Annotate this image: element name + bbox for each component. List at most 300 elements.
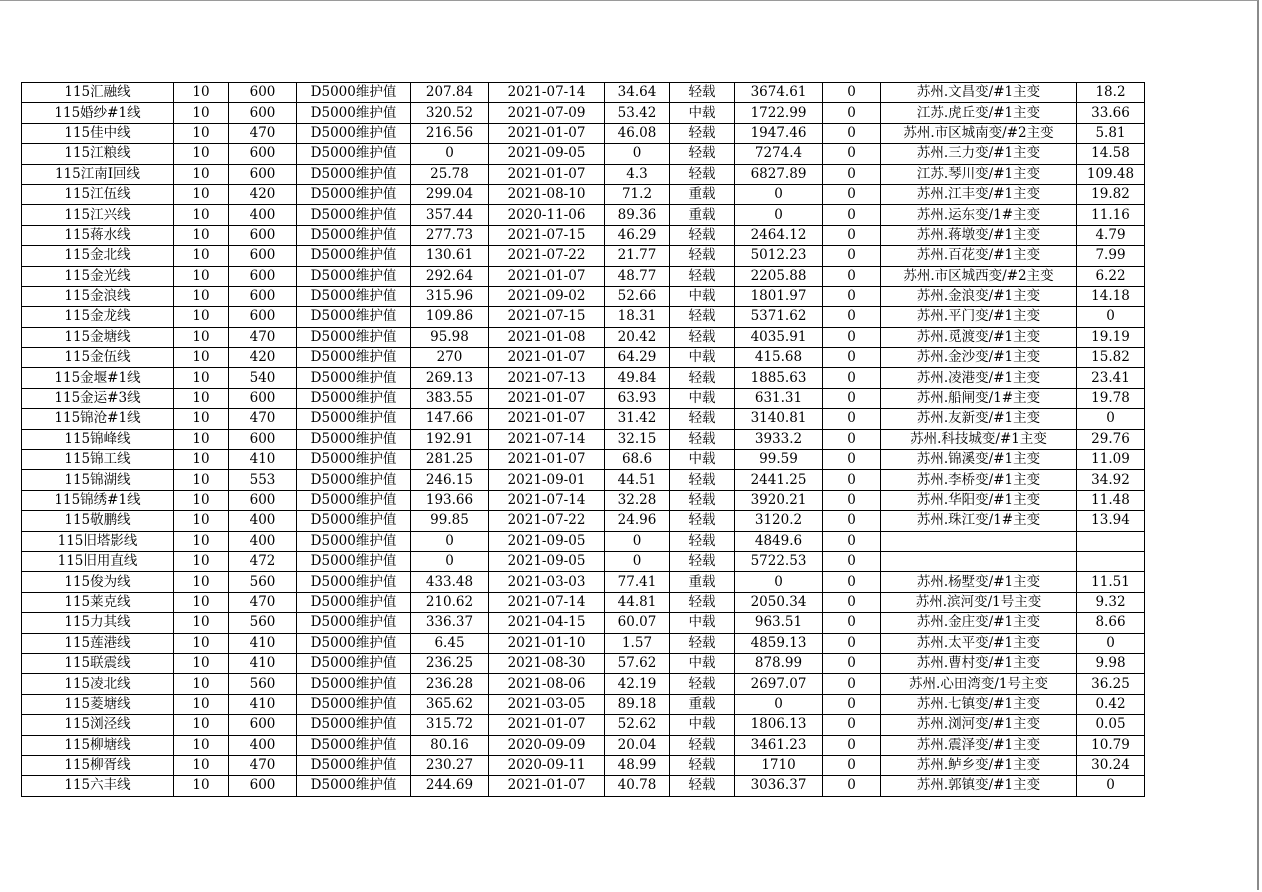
zero-cell: 0	[823, 653, 881, 673]
source-cell: D5000维护值	[297, 776, 411, 796]
capacity-cell: 472	[229, 551, 297, 571]
load-status-cell: 中载	[670, 653, 735, 673]
table-row	[22, 123, 1145, 143]
table-row	[22, 286, 1145, 306]
load-status-cell: 重载	[670, 694, 735, 714]
line-name-cell: 115江南Ⅰ回线	[22, 164, 174, 184]
line-name-cell: 115锦湖线	[22, 470, 174, 490]
capacity-cell: 600	[229, 776, 297, 796]
line-name-cell: 115锦沧#1线	[22, 409, 174, 429]
margin-cell: 5722.53	[735, 551, 823, 571]
voltage-cell: 10	[174, 572, 229, 592]
load-rate-cell: 40.78	[605, 776, 670, 796]
margin-cell: 5371.62	[735, 307, 823, 327]
load-cell: 299.04	[411, 184, 489, 204]
capacity-cell: 400	[229, 205, 297, 225]
line-name-cell: 115旧用直线	[22, 551, 174, 571]
load-status-cell: 轻载	[670, 409, 735, 429]
substation-cell: 苏州.运东变/1#主变	[881, 205, 1077, 225]
voltage-cell: 10	[174, 144, 229, 164]
margin-cell: 4859.13	[735, 633, 823, 653]
load-cell: 0	[411, 531, 489, 551]
load-status-cell: 轻载	[670, 531, 735, 551]
load-cell: 236.28	[411, 674, 489, 694]
source-cell: D5000维护值	[297, 368, 411, 388]
load-cell: 0	[411, 551, 489, 571]
line-name-cell: 115联震线	[22, 653, 174, 673]
zero-cell: 0	[823, 83, 881, 103]
margin-cell: 99.59	[735, 450, 823, 470]
load-rate-cell: 63.93	[605, 388, 670, 408]
line-name-cell: 115蒋水线	[22, 225, 174, 245]
load-rate-cell: 1.57	[605, 633, 670, 653]
load-status-cell: 中载	[670, 450, 735, 470]
load-cell: 433.48	[411, 572, 489, 592]
date-cell: 2021-08-10	[489, 184, 605, 204]
substation-cell: 苏州.蒋墩变/#1主变	[881, 225, 1077, 245]
load-cell: 357.44	[411, 205, 489, 225]
date-cell: 2020-09-09	[489, 735, 605, 755]
load-status-cell: 轻载	[670, 429, 735, 449]
source-cell: D5000维护值	[297, 144, 411, 164]
load-status-cell: 轻载	[670, 123, 735, 143]
margin-cell: 1806.13	[735, 715, 823, 735]
capacity-cell: 600	[229, 429, 297, 449]
load-cell: 320.52	[411, 103, 489, 123]
value-cell: 11.48	[1077, 490, 1145, 510]
capacity-cell: 470	[229, 755, 297, 775]
load-rate-cell: 89.18	[605, 694, 670, 714]
load-rate-cell: 57.62	[605, 653, 670, 673]
substation-cell: 江苏.琴川变/#1主变	[881, 164, 1077, 184]
date-cell: 2021-01-07	[489, 776, 605, 796]
line-name-cell: 115锦工线	[22, 450, 174, 470]
capacity-cell: 420	[229, 184, 297, 204]
substation-cell: 苏州.船闸变/1#主变	[881, 388, 1077, 408]
source-cell: D5000维护值	[297, 694, 411, 714]
source-cell: D5000维护值	[297, 633, 411, 653]
value-cell: 19.19	[1077, 327, 1145, 347]
voltage-cell: 10	[174, 327, 229, 347]
load-status-cell: 轻载	[670, 164, 735, 184]
date-cell: 2021-07-22	[489, 246, 605, 266]
date-cell: 2021-08-30	[489, 653, 605, 673]
zero-cell: 0	[823, 470, 881, 490]
source-cell: D5000维护值	[297, 674, 411, 694]
table-row	[22, 144, 1145, 164]
load-rate-cell: 4.3	[605, 164, 670, 184]
source-cell: D5000维护值	[297, 613, 411, 633]
load-status-cell: 中载	[670, 715, 735, 735]
line-name-cell: 115金浪线	[22, 286, 174, 306]
margin-cell: 0	[735, 694, 823, 714]
value-cell: 109.48	[1077, 164, 1145, 184]
table-row	[22, 409, 1145, 429]
line-name-cell: 115金堰#1线	[22, 368, 174, 388]
load-rate-cell: 71.2	[605, 184, 670, 204]
date-cell: 2020-11-06	[489, 205, 605, 225]
load-rate-cell: 34.64	[605, 83, 670, 103]
value-cell: 0	[1077, 409, 1145, 429]
margin-cell: 3674.61	[735, 83, 823, 103]
voltage-cell: 10	[174, 551, 229, 571]
table-row	[22, 266, 1145, 286]
load-status-cell: 轻载	[670, 225, 735, 245]
line-name-cell: 115金运#3线	[22, 388, 174, 408]
load-cell: 216.56	[411, 123, 489, 143]
line-name-cell: 115柳塘线	[22, 735, 174, 755]
load-rate-cell: 42.19	[605, 674, 670, 694]
zero-cell: 0	[823, 715, 881, 735]
load-cell: 281.25	[411, 450, 489, 470]
table-row	[22, 184, 1145, 204]
table-row	[22, 388, 1145, 408]
load-cell: 244.69	[411, 776, 489, 796]
value-cell: 36.25	[1077, 674, 1145, 694]
date-cell: 2021-07-09	[489, 103, 605, 123]
value-cell: 30.24	[1077, 755, 1145, 775]
zero-cell: 0	[823, 123, 881, 143]
load-rate-cell: 68.6	[605, 450, 670, 470]
load-status-cell: 重载	[670, 205, 735, 225]
zero-cell: 0	[823, 327, 881, 347]
voltage-cell: 10	[174, 184, 229, 204]
zero-cell: 0	[823, 225, 881, 245]
substation-cell: 苏州.鲈乡变/#1主变	[881, 755, 1077, 775]
capacity-cell: 420	[229, 348, 297, 368]
line-name-cell: 115俊为线	[22, 572, 174, 592]
source-cell: D5000维护值	[297, 388, 411, 408]
table-row	[22, 164, 1145, 184]
load-cell: 80.16	[411, 735, 489, 755]
date-cell: 2021-07-14	[489, 592, 605, 612]
value-cell: 0	[1077, 307, 1145, 327]
zero-cell: 0	[823, 735, 881, 755]
source-cell: D5000维护值	[297, 348, 411, 368]
margin-cell: 6827.89	[735, 164, 823, 184]
line-name-cell: 115金光线	[22, 266, 174, 286]
zero-cell: 0	[823, 144, 881, 164]
zero-cell: 0	[823, 551, 881, 571]
load-status-cell: 轻载	[670, 755, 735, 775]
value-cell: 0	[1077, 633, 1145, 653]
load-status-cell: 轻载	[670, 83, 735, 103]
load-cell: 192.91	[411, 429, 489, 449]
voltage-cell: 10	[174, 286, 229, 306]
capacity-cell: 600	[229, 225, 297, 245]
date-cell: 2021-07-15	[489, 225, 605, 245]
zero-cell: 0	[823, 572, 881, 592]
load-rate-cell: 49.84	[605, 368, 670, 388]
value-cell: 9.98	[1077, 653, 1145, 673]
zero-cell: 0	[823, 694, 881, 714]
line-name-cell: 115江伍线	[22, 184, 174, 204]
table-row	[22, 715, 1145, 735]
capacity-cell: 600	[229, 164, 297, 184]
table-row	[22, 653, 1145, 673]
date-cell: 2021-07-14	[489, 83, 605, 103]
load-rate-cell: 0	[605, 531, 670, 551]
value-cell: 29.76	[1077, 429, 1145, 449]
load-status-cell: 中载	[670, 348, 735, 368]
capacity-cell: 560	[229, 613, 297, 633]
table-row	[22, 348, 1145, 368]
capacity-cell: 600	[229, 103, 297, 123]
value-cell	[1077, 551, 1145, 571]
table-row	[22, 368, 1145, 388]
value-cell: 9.32	[1077, 592, 1145, 612]
source-cell: D5000维护值	[297, 592, 411, 612]
source-cell: D5000维护值	[297, 307, 411, 327]
value-cell: 0	[1077, 776, 1145, 796]
load-cell: 25.78	[411, 164, 489, 184]
load-rate-cell: 60.07	[605, 613, 670, 633]
source-cell: D5000维护值	[297, 450, 411, 470]
zero-cell: 0	[823, 286, 881, 306]
line-name-cell: 115金北线	[22, 246, 174, 266]
load-rate-cell: 48.99	[605, 755, 670, 775]
load-cell: 210.62	[411, 592, 489, 612]
line-name-cell: 115柳胥线	[22, 755, 174, 775]
margin-cell: 3933.2	[735, 429, 823, 449]
load-cell: 193.66	[411, 490, 489, 510]
table-row	[22, 205, 1145, 225]
margin-cell: 3461.23	[735, 735, 823, 755]
date-cell: 2021-09-05	[489, 144, 605, 164]
value-cell: 8.66	[1077, 613, 1145, 633]
line-name-cell: 115婚纱#1线	[22, 103, 174, 123]
load-status-cell: 轻载	[670, 592, 735, 612]
load-cell: 269.13	[411, 368, 489, 388]
load-status-cell: 轻载	[670, 266, 735, 286]
date-cell: 2021-07-15	[489, 307, 605, 327]
value-cell: 0.05	[1077, 715, 1145, 735]
source-cell: D5000维护值	[297, 490, 411, 510]
load-rate-cell: 77.41	[605, 572, 670, 592]
load-rate-cell: 32.28	[605, 490, 670, 510]
margin-cell: 3120.2	[735, 511, 823, 531]
date-cell: 2021-09-05	[489, 531, 605, 551]
table-row	[22, 633, 1145, 653]
substation-cell: 苏州.金浪变/#1主变	[881, 286, 1077, 306]
line-name-cell: 115莲港线	[22, 633, 174, 653]
zero-cell: 0	[823, 633, 881, 653]
zero-cell: 0	[823, 592, 881, 612]
substation-cell: 苏州.金庄变/#1主变	[881, 613, 1077, 633]
source-cell: D5000维护值	[297, 184, 411, 204]
source-cell: D5000维护值	[297, 429, 411, 449]
value-cell: 23.41	[1077, 368, 1145, 388]
source-cell: D5000维护值	[297, 83, 411, 103]
capacity-cell: 600	[229, 83, 297, 103]
margin-cell: 631.31	[735, 388, 823, 408]
zero-cell: 0	[823, 388, 881, 408]
source-cell: D5000维护值	[297, 266, 411, 286]
value-cell: 34.92	[1077, 470, 1145, 490]
margin-cell: 3140.81	[735, 409, 823, 429]
capacity-cell: 470	[229, 123, 297, 143]
capacity-cell: 470	[229, 327, 297, 347]
table-row	[22, 327, 1145, 347]
value-cell: 11.16	[1077, 205, 1145, 225]
value-cell	[1077, 531, 1145, 551]
voltage-cell: 10	[174, 246, 229, 266]
capacity-cell: 400	[229, 735, 297, 755]
margin-cell: 0	[735, 184, 823, 204]
table-row	[22, 246, 1145, 266]
margin-cell: 1947.46	[735, 123, 823, 143]
load-rate-cell: 52.66	[605, 286, 670, 306]
zero-cell: 0	[823, 776, 881, 796]
load-rate-cell: 52.62	[605, 715, 670, 735]
date-cell: 2021-01-10	[489, 633, 605, 653]
load-status-cell: 轻载	[670, 327, 735, 347]
source-cell: D5000维护值	[297, 123, 411, 143]
voltage-cell: 10	[174, 409, 229, 429]
margin-cell: 1885.63	[735, 368, 823, 388]
voltage-cell: 10	[174, 225, 229, 245]
value-cell: 14.58	[1077, 144, 1145, 164]
load-status-cell: 中载	[670, 613, 735, 633]
load-rate-cell: 20.42	[605, 327, 670, 347]
date-cell: 2021-07-22	[489, 511, 605, 531]
voltage-cell: 10	[174, 470, 229, 490]
capacity-cell: 400	[229, 531, 297, 551]
zero-cell: 0	[823, 246, 881, 266]
substation-cell: 苏州.觅渡变/#1主变	[881, 327, 1077, 347]
capacity-cell: 410	[229, 694, 297, 714]
zero-cell: 0	[823, 307, 881, 327]
substation-cell: 苏州.震泽变/#1主变	[881, 735, 1077, 755]
load-status-cell: 轻载	[670, 368, 735, 388]
margin-cell: 415.68	[735, 348, 823, 368]
voltage-cell: 10	[174, 735, 229, 755]
load-rate-cell: 44.51	[605, 470, 670, 490]
load-rate-cell: 20.04	[605, 735, 670, 755]
date-cell: 2021-01-07	[489, 348, 605, 368]
margin-cell: 2464.12	[735, 225, 823, 245]
source-cell: D5000维护值	[297, 715, 411, 735]
line-name-cell: 115锦绣#1线	[22, 490, 174, 510]
source-cell: D5000维护值	[297, 735, 411, 755]
table-row	[22, 450, 1145, 470]
zero-cell: 0	[823, 755, 881, 775]
value-cell: 19.78	[1077, 388, 1145, 408]
load-rate-cell: 0	[605, 144, 670, 164]
voltage-cell: 10	[174, 531, 229, 551]
capacity-cell: 560	[229, 674, 297, 694]
margin-cell: 5012.23	[735, 246, 823, 266]
capacity-cell: 600	[229, 286, 297, 306]
voltage-cell: 10	[174, 490, 229, 510]
source-cell: D5000维护值	[297, 225, 411, 245]
date-cell: 2021-09-02	[489, 286, 605, 306]
date-cell: 2021-03-05	[489, 694, 605, 714]
substation-cell: 苏州.凌港变/#1主变	[881, 368, 1077, 388]
load-status-cell: 重载	[670, 184, 735, 204]
voltage-cell: 10	[174, 511, 229, 531]
capacity-cell: 410	[229, 653, 297, 673]
load-cell: 230.27	[411, 755, 489, 775]
line-name-cell: 115汇融线	[22, 83, 174, 103]
line-name-cell: 115锦峰线	[22, 429, 174, 449]
capacity-cell: 470	[229, 592, 297, 612]
capacity-cell: 600	[229, 266, 297, 286]
date-cell: 2021-08-06	[489, 674, 605, 694]
substation-cell: 苏州.江丰变/#1主变	[881, 184, 1077, 204]
voltage-cell: 10	[174, 388, 229, 408]
load-rate-cell: 89.36	[605, 205, 670, 225]
table-row	[22, 694, 1145, 714]
voltage-cell: 10	[174, 633, 229, 653]
value-cell: 14.18	[1077, 286, 1145, 306]
table-row	[22, 674, 1145, 694]
voltage-cell: 10	[174, 755, 229, 775]
table-row	[22, 490, 1145, 510]
table-row	[22, 429, 1145, 449]
table-row	[22, 470, 1145, 490]
voltage-cell: 10	[174, 613, 229, 633]
substation-cell: 苏州.杨墅变/#1主变	[881, 572, 1077, 592]
substation-cell: 苏州.市区城西变/#2主变	[881, 266, 1077, 286]
date-cell: 2021-01-07	[489, 164, 605, 184]
source-cell: D5000维护值	[297, 653, 411, 673]
date-cell: 2021-03-03	[489, 572, 605, 592]
load-cell: 365.62	[411, 694, 489, 714]
capacity-cell: 600	[229, 715, 297, 735]
line-name-cell: 115金伍线	[22, 348, 174, 368]
date-cell: 2021-01-07	[489, 266, 605, 286]
source-cell: D5000维护值	[297, 327, 411, 347]
load-status-cell: 轻载	[670, 776, 735, 796]
source-cell: D5000维护值	[297, 164, 411, 184]
load-rate-cell: 44.81	[605, 592, 670, 612]
margin-cell: 2697.07	[735, 674, 823, 694]
zero-cell: 0	[823, 164, 881, 184]
value-cell: 15.82	[1077, 348, 1145, 368]
line-name-cell: 115江粮线	[22, 144, 174, 164]
table-row	[22, 225, 1145, 245]
value-cell: 10.79	[1077, 735, 1145, 755]
date-cell: 2021-01-07	[489, 409, 605, 429]
substation-cell: 苏州.郭镇变/#1主变	[881, 776, 1077, 796]
load-rate-cell: 21.77	[605, 246, 670, 266]
margin-cell: 7274.4	[735, 144, 823, 164]
load-status-cell: 重载	[670, 572, 735, 592]
load-cell: 147.66	[411, 409, 489, 429]
load-cell: 315.72	[411, 715, 489, 735]
voltage-cell: 10	[174, 205, 229, 225]
substation-cell	[881, 531, 1077, 551]
zero-cell: 0	[823, 266, 881, 286]
source-cell: D5000维护值	[297, 551, 411, 571]
load-cell: 109.86	[411, 307, 489, 327]
substation-cell: 苏州.李桥变/#1主变	[881, 470, 1077, 490]
line-name-cell: 115力其线	[22, 613, 174, 633]
load-cell: 207.84	[411, 83, 489, 103]
table-row	[22, 755, 1145, 775]
table-row	[22, 83, 1145, 103]
substation-cell: 苏州.三力变/#1主变	[881, 144, 1077, 164]
load-rate-cell: 24.96	[605, 511, 670, 531]
load-cell: 95.98	[411, 327, 489, 347]
value-cell: 11.09	[1077, 450, 1145, 470]
load-status-cell: 轻载	[670, 470, 735, 490]
margin-cell: 1801.97	[735, 286, 823, 306]
line-name-cell: 115佳中线	[22, 123, 174, 143]
capacity-cell: 410	[229, 450, 297, 470]
margin-cell: 3920.21	[735, 490, 823, 510]
